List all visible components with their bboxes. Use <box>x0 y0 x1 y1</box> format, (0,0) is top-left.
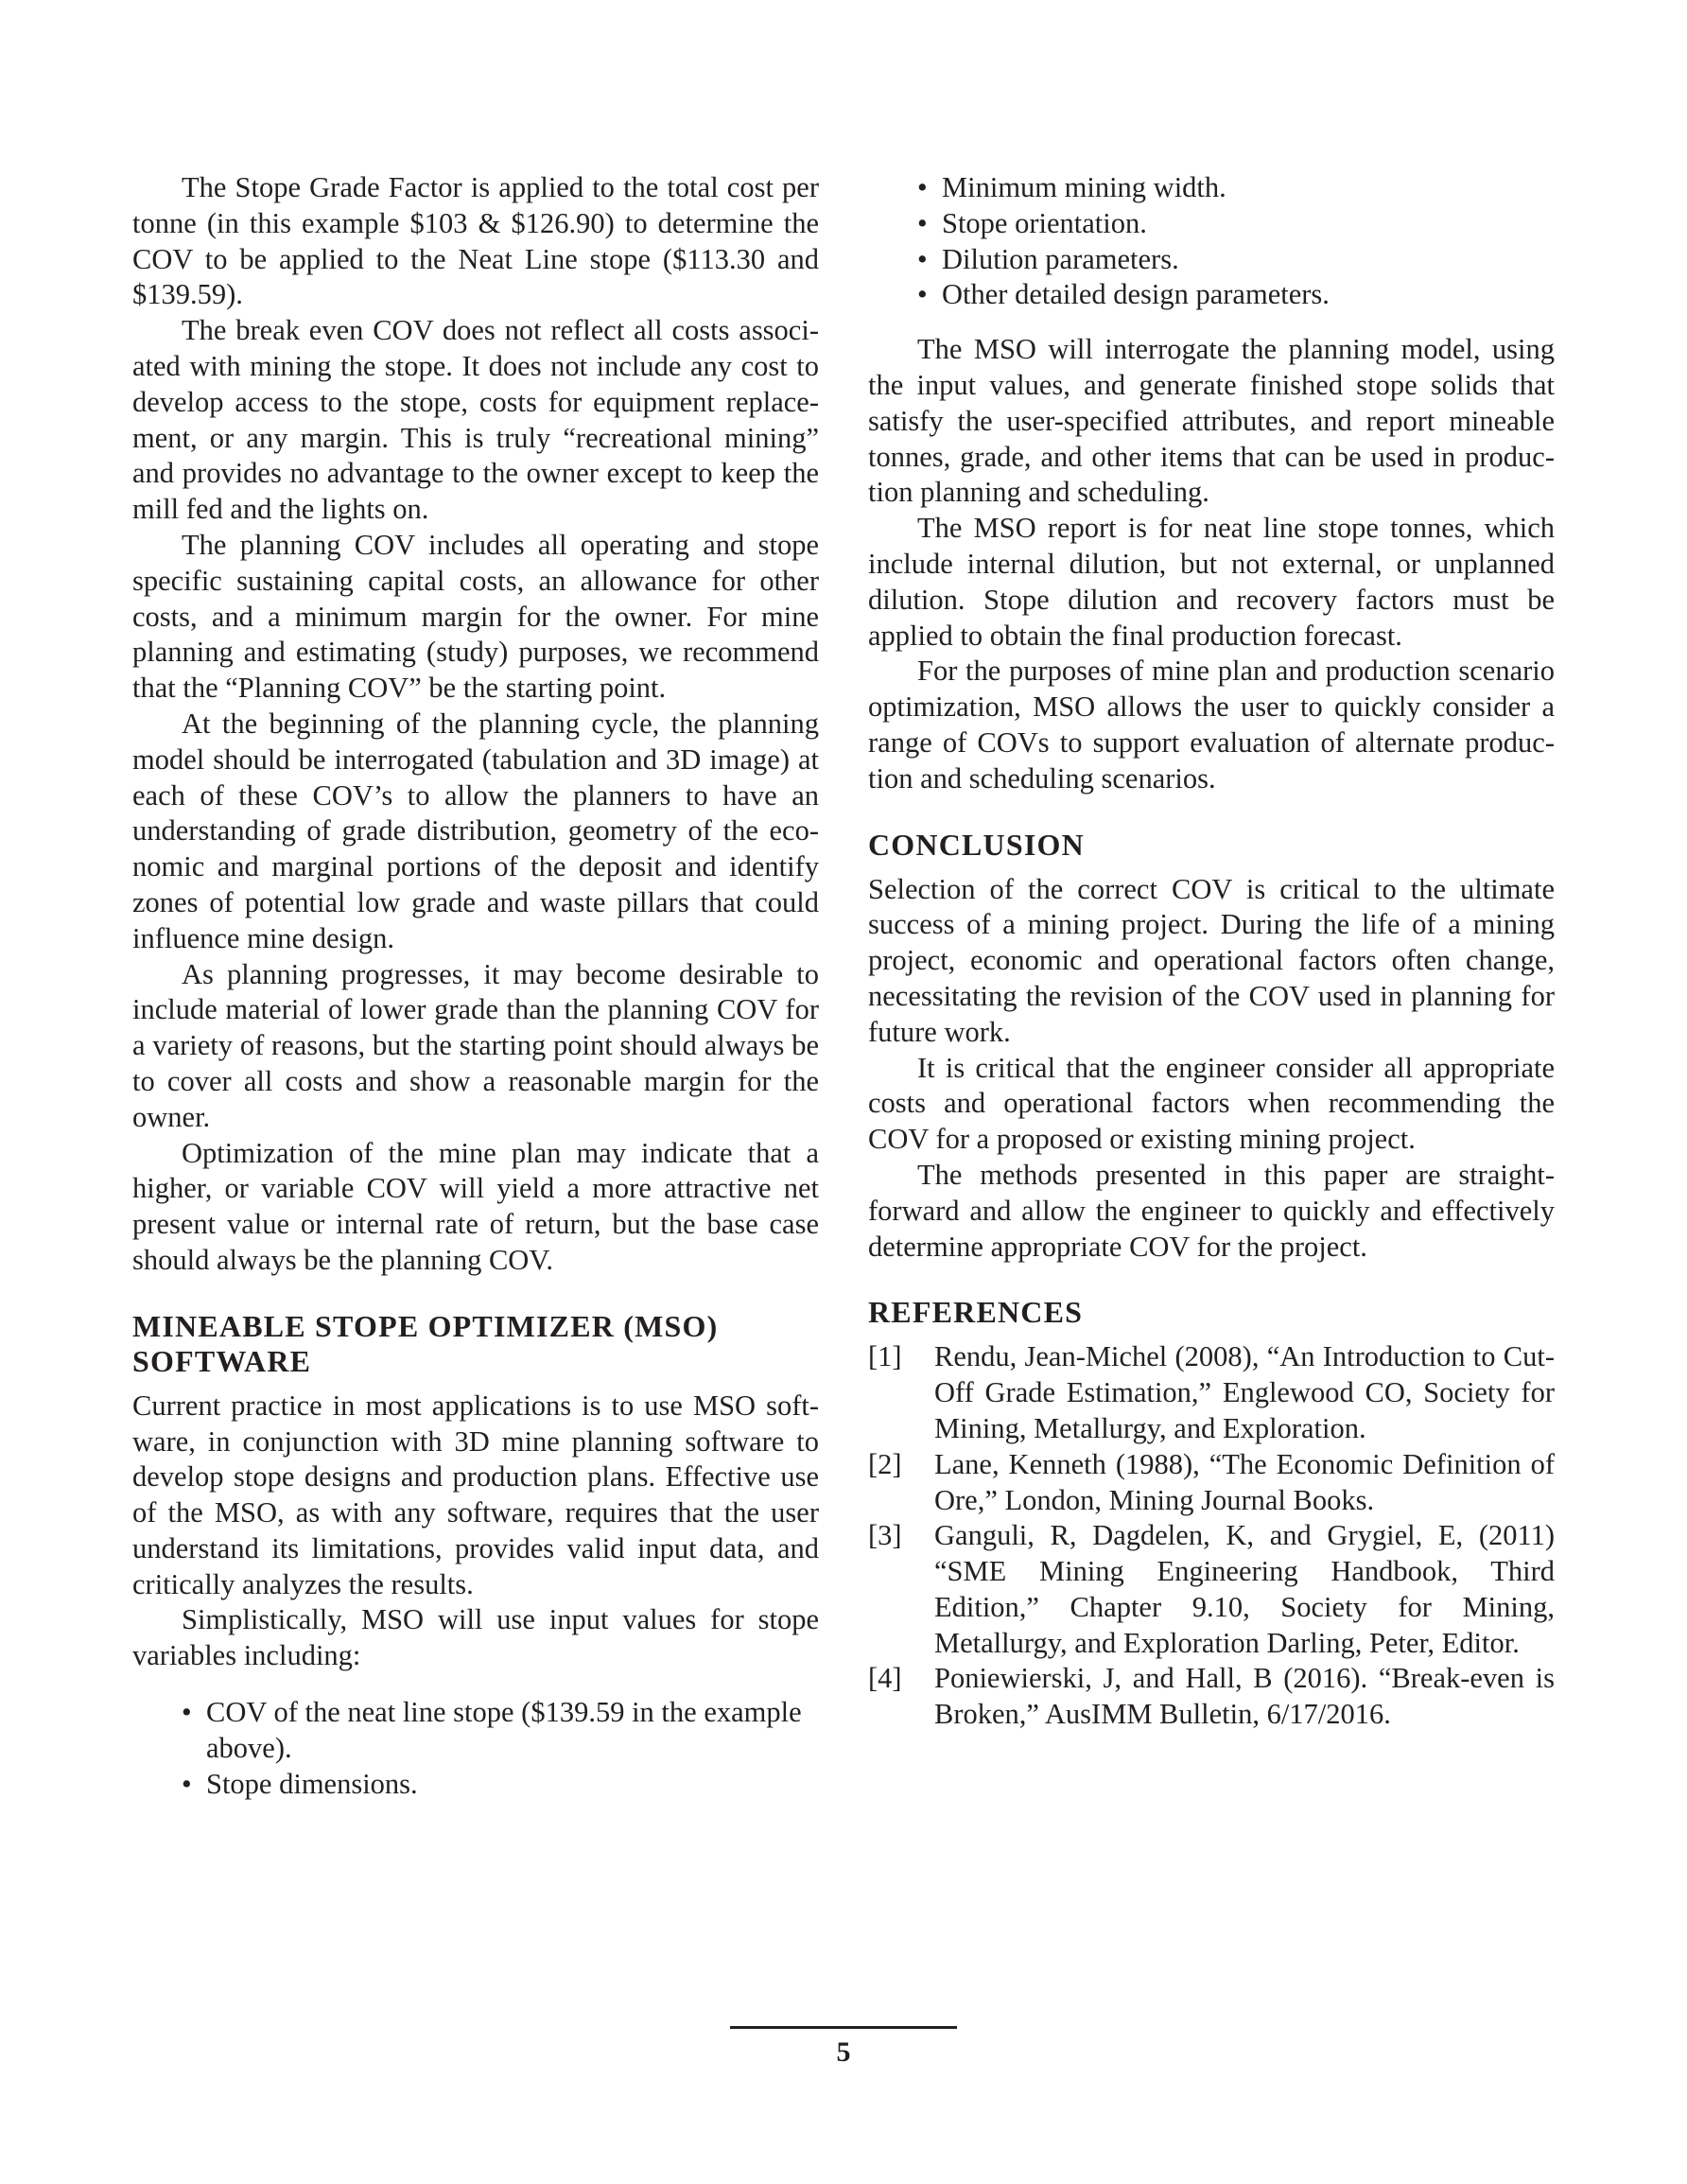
bullet-icon: • <box>917 242 928 275</box>
body-paragraph: The methods presented in this paper are straightforward and allow the engineer to quickly and effectively determine appropriate COV for the project. <box>868 1158 1555 1263</box>
reference-item <box>868 1518 1555 1661</box>
list-item <box>868 170 1555 206</box>
reference-text: Ganguli, R, Dagdelen, K, and Grygiel, E, (2011) “SME Mining Engineering Handbook, Third Edition,” Chapter 9.10, Society for Mining, Metallurgy, and Exploration Darling, Peter, Editor. <box>934 1519 1555 1659</box>
list-item <box>132 1767 819 1803</box>
list-item <box>868 242 1555 278</box>
list-item-text: Stope dimensions. <box>206 1767 418 1800</box>
bullet-icon: • <box>917 278 928 311</box>
bullet-icon: • <box>917 206 928 239</box>
list-item <box>868 277 1555 313</box>
body-paragraph: The MSO will interrogate the planning model, using the input values, and generate finished stope solids that satisfy the user-specified attributes, and report mineable tonnes, grade, and other items that can be used in production planning and scheduling. <box>868 333 1555 509</box>
bullet-icon: • <box>917 171 928 203</box>
reference-item <box>868 1661 1555 1733</box>
body-paragraph: The MSO report is for neat line stope tonnes, which include internal dilution, but not external, or unplanned dilution. Stope dilution and recovery factors must be applied to obtain the final production forecast. <box>868 512 1555 652</box>
footer-rule <box>730 2026 957 2029</box>
list-item <box>868 206 1555 242</box>
bullet-icon: • <box>182 1767 192 1800</box>
body-paragraph: Selection of the correct COV is critical to the ultimate success of a mining project. During the life of a mining project, economic and operational factors often change, necessitating the revision of the COV used in planning for future work. <box>868 872 1555 1048</box>
body-paragraph: The planning COV includes all operating and stope specific sustaining capital costs, an allowance for other costs, and a minimum margin for the owner. For mine planning and estimating (study) purposes, we recommend that the “Planning COV” be the starting point. <box>132 528 819 705</box>
section-heading-line: MINEABLE STOPE OPTIMIZER (MSO) <box>132 1308 719 1343</box>
reference-number: [4] <box>868 1662 902 1695</box>
right-column <box>868 170 1555 1733</box>
list-item-text: COV of the neat line stope ($139.59 in the example above). <box>206 1696 802 1764</box>
reference-number: [3] <box>868 1519 902 1552</box>
body-paragraph: Simplistically, MSO will use input values for stope variables including: <box>132 1603 819 1672</box>
body-paragraph: Current practice in most applications is to use MSO software, in conjunction with 3D mine planning software to develop stope designs and production plans. Effective use of the MSO, as with any software, requires that the user understand its limitations, provides valid input data, and critically analyzes the results. <box>132 1389 819 1600</box>
section-heading-conclusion: CONCLUSION <box>868 827 1085 862</box>
list-item-text: Stope orientation. <box>942 206 1147 239</box>
body-paragraph: For the purposes of mine plan and production scenario optimization, MSO allows the user to quickly consider a range of COVs to support evaluation of alternate production and scheduling scenarios. <box>868 655 1555 795</box>
reference-item <box>868 1339 1555 1446</box>
list-item-text: Dilution parameters. <box>942 242 1179 275</box>
bullet-list <box>132 1695 819 1802</box>
reference-list <box>868 1339 1555 1733</box>
section-heading-line: SOFTWARE <box>132 1343 312 1378</box>
body-paragraph: Optimization of the mine plan may indicate that a higher, or variable COV will yield a more attractive net present value or internal rate of return, but the base case should always be the planning COV. <box>132 1136 819 1276</box>
reference-text: Lane, Kenneth (1988), “The Economic Definition of Ore,” London, Mining Journal Books. <box>934 1447 1555 1516</box>
section-heading-mso <box>132 1309 819 1379</box>
bullet-icon: • <box>182 1696 192 1729</box>
body-paragraph: As planning progresses, it may become desirable to include material of lower grade than the planning COV for a variety of reasons, but the starting point should always be to cover all costs and show a reasonable margin for the owner. <box>132 957 819 1133</box>
body-paragraph: It is critical that the engineer consider all appropriate costs and operational factors when recommending the COV for a proposed or existing mining project. <box>868 1051 1555 1156</box>
left-column <box>132 170 819 1802</box>
body-paragraph: The break even COV does not reflect all costs associated with mining the stope. It does not include any cost to develop access to the stope, costs for equipment replacement, or any margin. This is truly “recreational mining” and provides no advantage to the owner except to keep the mill fed and the lights on. <box>132 314 819 526</box>
list-item-text: Other detailed design parameters. <box>942 278 1330 311</box>
reference-text: Rendu, Jean-Michel (2008), “An Introduction to Cut-Off Grade Estimation,” Englewood CO, Society for Mining, Metallurgy, and Exploration. <box>934 1340 1555 1444</box>
reference-item <box>868 1447 1555 1519</box>
reference-text: Poniewierski, J, and Hall, B (2016). “Break-even is Broken,” AusIMM Bulletin, 6/17/2016. <box>934 1662 1555 1731</box>
list-item <box>132 1695 819 1767</box>
section-heading-references: REFERENCES <box>868 1295 1084 1330</box>
body-paragraph: At the beginning of the planning cycle, the planning model should be interrogated (tabulation and 3D image) at each of these COV’s to allow the planners to have an understanding of grade distribution, geometry of the economic and marginal portions of the deposit and identify zones of potential low grade and waste pillars that could influence mine design. <box>132 707 819 954</box>
reference-number: [2] <box>868 1447 902 1480</box>
bullet-list <box>868 170 1555 313</box>
list-item-text: Minimum mining width. <box>942 171 1226 203</box>
page-number: 5 <box>836 2036 851 2068</box>
reference-number: [1] <box>868 1340 902 1373</box>
body-paragraph: The Stope Grade Factor is applied to the total cost per tonne (in this example $103 & $126.90) to determine the COV to be applied to the Neat Line stope ($113.30 and $139.59). <box>132 171 819 311</box>
